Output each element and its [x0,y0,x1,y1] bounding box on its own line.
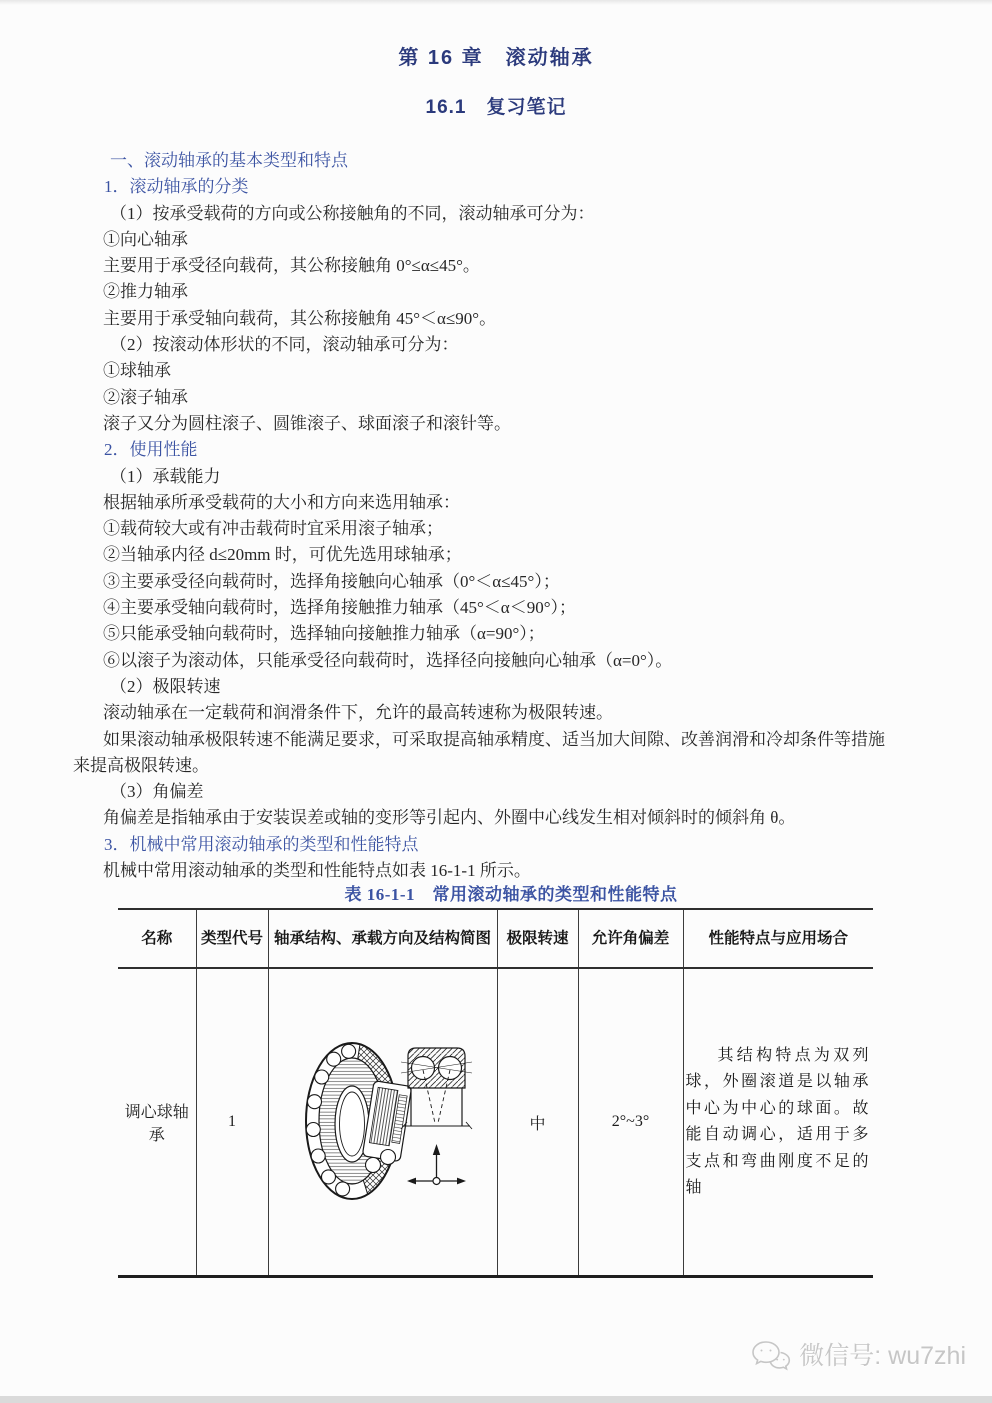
table-row-self-aligning-ball-bearing [118,968,873,1277]
paragraph: ①向心轴承 [103,229,188,249]
paragraph: 主要用于承受轴向载荷，其公称接触角 45°＜α≤90°。 [103,308,497,328]
paragraph: ⑤只能承受轴向载荷时，选择轴向接触推力轴承（α=90°）； [103,624,545,644]
wechat-id-text: 微信号: wu7zhi [799,1342,966,1370]
column-header-2: 轴承结构、承载方向及结构简图 [268,909,497,968]
chapter-title: 第 16 章 滚动轴承 [398,47,594,69]
column-header-4: 允许角偏差 [578,909,683,968]
paragraph: （1）按承受载荷的方向或公称接触角的不同，滚动轴承可分为： [110,203,595,223]
cell-allowed-misalignment: 2°~3° [578,968,683,1277]
section-heading: 3．机械中常用滚动轴承的类型和性能特点 [104,834,419,854]
section-heading: 一、滚动轴承的基本类型和特点 [110,151,348,170]
wechat-watermark [750,1338,966,1374]
table-header-row [118,909,873,968]
cell-features [683,968,873,1277]
paragraph: ③主要承受径向载荷时，选择角接触向心轴承（0°＜α≤45°）； [103,571,560,591]
paragraph: ②推力轴承 [103,282,188,302]
column-header-5: 性能特点与应用场合 [683,909,873,968]
cell-type-code: 1 [196,968,268,1277]
paragraph: 滚动轴承在一定载荷和润滑条件下，允许的最高转速称为极限转速。 [103,703,613,723]
cell-structure-diagram [268,968,497,1277]
table-caption: 表 16-1-1 常用滚动轴承的类型和性能特点 [344,885,678,905]
section-title: 16.1 复习笔记 [425,97,567,118]
paragraph: （2）极限转速 [110,676,221,696]
cell-limit-speed: 中 [497,968,578,1277]
bearing-diagram [271,971,500,1273]
paragraph: ②滚子轴承 [103,387,188,407]
paragraph: ①载荷较大或有冲击载荷时宜采用滚子轴承； [103,519,443,539]
cell-bearing-name: 调心球轴承 [124,1104,189,1145]
paragraph: ⑥以滚子为滚动体，只能承受径向载荷时，选择径向接触向心轴承（α=0°）。 [103,650,673,670]
section-heading: 2．使用性能 [104,440,198,460]
paragraph: 主要用于承受径向载荷，其公称接触角 0°≤α≤45°。 [103,256,480,276]
section-heading: 1．滚动轴承的分类 [104,177,249,197]
column-header-0: 名称 [118,909,196,968]
paragraph: （2）按滚动体形状的不同，滚动轴承可分为： [110,335,459,355]
body-paragraphs [73,148,900,884]
paragraph: 机械中常用滚动轴承的类型和性能特点如表 16-1-1 所示。 [103,861,531,881]
paragraph: 根据轴承所承受载荷的大小和方向来选用轴承： [103,492,460,512]
bearing-types-table [118,908,873,1278]
wechat-icon [750,1339,792,1373]
paragraph: ①球轴承 [103,361,171,381]
paragraph: 如果滚动轴承极限转速不能满足要求，可采取提高轴承精度、适当加大间隙、改善润滑和冷却条件等措施来提高极限转速。 [73,729,885,775]
column-header-1: 类型代号 [196,909,268,968]
paragraph: 角偏差是指轴承由于安装误差或轴的变形等引起内、外圈中心线发生相对倾斜时的倾斜角 θ。 [103,808,796,828]
paragraph: ②当轴承内径 d≤20mm 时，可优先选用球轴承； [103,545,462,565]
scan-top-edge [0,0,992,5]
paragraph: （3）角偏差 [110,782,204,802]
scan-bottom-edge [0,1396,992,1403]
paragraph: 滚子又分为圆柱滚子、圆锥滚子、球面滚子和滚针等。 [103,413,511,433]
column-header-3: 极限转速 [497,909,578,968]
paragraph: ④主要承受轴向载荷时，选择角接触推力轴承（45°＜α＜90°）； [103,598,577,618]
features-text: 其结构特点为双列球，外圈滚道是以轴承中心为中心的球面。故能自动调心，适用于多支点和弯曲刚度不足的轴 [685,1046,871,1197]
paragraph: （1）承载能力 [110,466,221,486]
